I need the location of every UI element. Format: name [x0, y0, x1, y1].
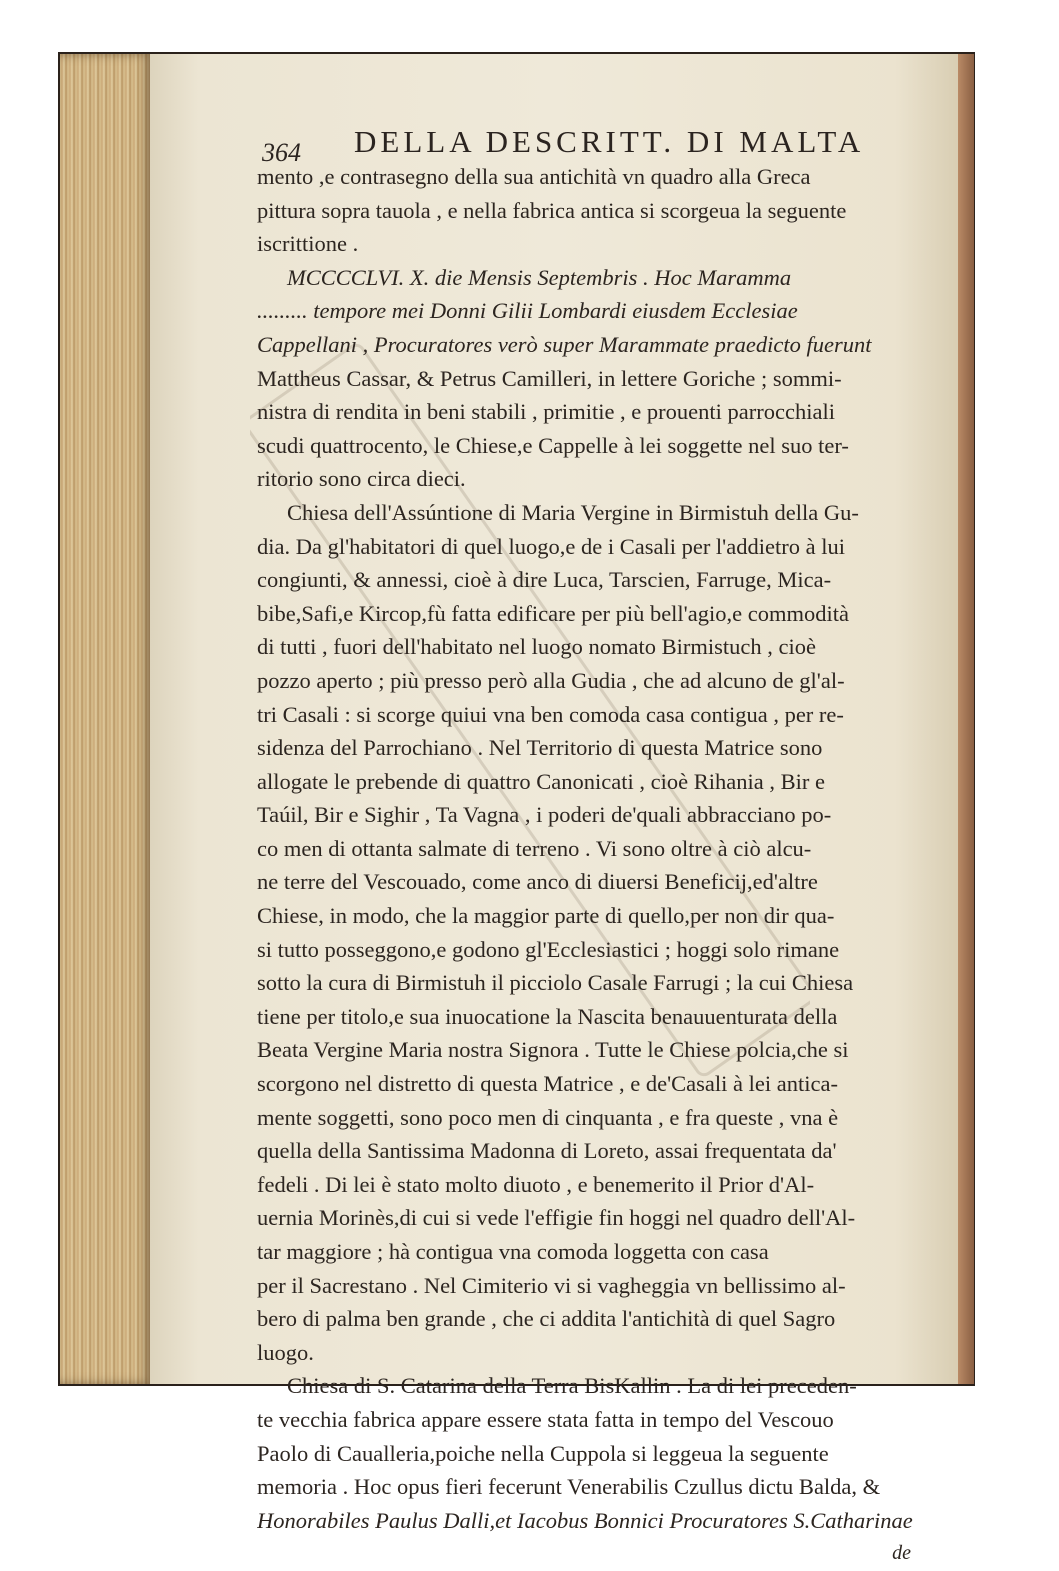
text-line: luogo. — [257, 1339, 314, 1365]
text-line: si tutto posseggono,e godono gl'Ecclesiastici ; hoggi solo rimane — [257, 936, 840, 962]
text-line: Paolo di Caualleria,poiche nella Cuppola si leggeua la seguente — [257, 1440, 829, 1466]
text-line: ne terre del Vescouado, come anco di diuersi Beneficij,ed'altre — [257, 869, 818, 895]
text-line: fedeli . Di lei è stato molto diuoto , e benemerito il Prior d'Al- — [257, 1171, 815, 1197]
text-line: bero di palma ben grande , che ci addita l'antichità di quel Sagro — [257, 1306, 836, 1332]
body-text — [257, 160, 941, 1571]
text-line: quella della Santissima Madonna di Loreto, assai frequentata da' — [257, 1138, 837, 1164]
catchword: de — [892, 1542, 911, 1565]
running-head — [262, 118, 882, 166]
text-line: Chiesa dell'Assúntione di Maria Vergine in Birmistuh della Gu- — [287, 499, 859, 525]
text-line: mente soggetti, sono poco men di cinquanta , e fra queste , vna è — [257, 1104, 839, 1130]
text-line: tar maggiore ; hà contigua vna comoda loggetta con casa — [257, 1239, 769, 1264]
text-line: scorgono nel distretto di questa Matrice , e de'Casali à lei antica- — [257, 1071, 838, 1097]
text-line: ......... tempore mei Donni Gilii Lombardi eiusdem Ecclesiae — [257, 298, 798, 324]
text-line: Mattheus Cassar, & Petrus Camilleri, in lettere Goriche ; sommi- — [257, 365, 842, 391]
text-line: pittura sopra tauola , e nella fabrica antica si scorgeua la seguente — [257, 197, 847, 223]
page-edges — [60, 54, 152, 1384]
binding-edge — [958, 54, 974, 1384]
text-line: Cappellani , Procuratores verò super Marammate praedicto fuerunt — [257, 331, 872, 357]
text-line: Beata Vergine Maria nostra Signora . Tutte le Chiese polcia,che si — [257, 1037, 849, 1063]
text-line: uernia Morinès,di cui si vede l'effigie fin hoggi nel quadro dell'Al- — [257, 1205, 856, 1231]
text-line: Chiesa di S. Catarina della Terra BisKallin . La di lei preceden- — [287, 1373, 857, 1399]
text-line: memoria . Hoc opus fieri fecerunt Venerabilis Czullus dictu Balda, & — [257, 1474, 881, 1500]
text-line: allogate le prebende di quattro Canonicati , cioè Rihania , Bir e — [257, 768, 825, 794]
text-line: Honorabiles Paulus Dalli,et Iacobus Bonnici Procuratores S.Catharinae — [257, 1507, 913, 1533]
header-title: DELLA DESCRITT. DI MALTA — [354, 124, 865, 159]
page-number: 364 — [262, 138, 301, 167]
text-line: tiene per titolo,e sua inuocatione la Nascita benauuenturata della — [257, 1003, 838, 1029]
text-line: bibe,Safi,e Kircop,fù fatta edificare per più bell'agio,e commodità — [257, 600, 849, 626]
text-line: Chiese, in modo, che la maggior parte di quello,per non dir qua- — [257, 903, 835, 929]
text-line: scudi quattrocento, le Chiese,e Cappelle à lei soggette nel suo ter- — [257, 432, 849, 458]
text-line: iscrittione . — [257, 231, 359, 257]
text-line: mento ,e contrasegno della sua antichità vn quadro alla Greca — [257, 164, 811, 189]
text-line: te vecchia fabrica appare essere stata fatta in tempo del Vescouo — [257, 1406, 834, 1432]
text-line: pozzo aperto ; più presso però alla Gudia , che ad alcuno de gl'al- — [257, 667, 845, 693]
text-line: congiunti, & annessi, cioè à dire Luca, Tarscien, Farruge, Mica- — [257, 567, 832, 593]
text-line: per il Sacrestano . Nel Cimiterio vi si vagheggia vn bellissimo al- — [257, 1272, 846, 1298]
text-line: dia. Da gl'habitatori di quel luogo,e de i Casali per l'addietro à lui — [257, 533, 845, 559]
text-line: nistra di rendita in beni stabili , primitie , e prouenti parrocchiali — [257, 399, 835, 425]
text-line: tri Casali : si scorge quiui vna ben comoda casa contigua , per re- — [257, 701, 844, 727]
text-line: MCCCCLVI. X. die Mensis Septembris . Hoc Maramma — [287, 264, 792, 290]
text-line: sotto la cura di Birmistuh il picciolo Casale Farrugi ; la cui Chiesa — [257, 970, 854, 996]
text-line: Taúil, Bir e Sighir , Ta Vagna , i poderi de'quali abbracciano po- — [257, 802, 832, 828]
text-line: sidenza del Parrochiano . Nel Territorio di questa Matrice sono — [257, 735, 823, 761]
text-line: ritorio sono circa dieci. — [257, 466, 466, 492]
text-line: di tutti , fuori dell'habitato nel luogo nomato Birmistuch , cioè — [257, 634, 816, 660]
text-line: co men di ottanta salmate di terreno . Vi sono oltre à ciò alcu- — [257, 835, 812, 861]
